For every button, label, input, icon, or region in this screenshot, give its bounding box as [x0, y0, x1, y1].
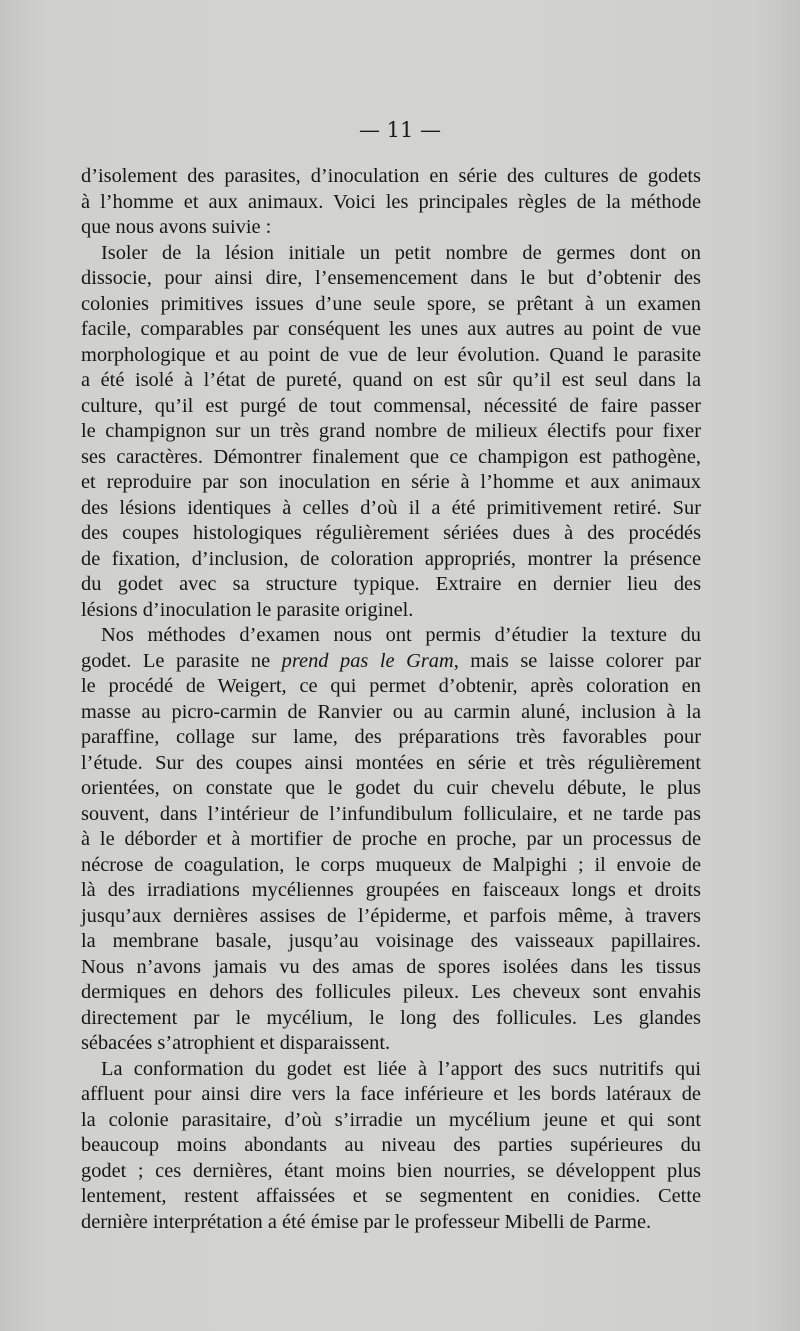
- italic-text: prend pas le Gram: [281, 649, 454, 672]
- text-line: des coupes histologiques régulièrement sériées dues à des procédés: [81, 522, 701, 544]
- text-line: d’isolement des parasites, d’inoculation en série des cultures de godets: [81, 165, 701, 187]
- text-line: paraffine, collage sur lame, des préparations très favorables pour: [81, 726, 701, 748]
- text-line: orientées, on constate que le godet du cuir chevelu débute, le plus: [81, 777, 701, 799]
- text-line: directement par le mycélium, le long des follicules. Les glandes: [81, 1006, 701, 1029]
- text-line: lentement, restent affaissées et se segmentent en conidies. Cette: [81, 1185, 701, 1207]
- text-line: ses caractères. Démontrer finalement que ce champigon est pathogène,: [81, 445, 701, 468]
- text-line: souvent, dans l’intérieur de l’infundibulum folliculaire, et ne tarde pas: [81, 802, 701, 825]
- text-run: godet. Le parasite ne: [81, 649, 271, 672]
- text-line: et reproduire par son inoculation en série à l’homme et aux animaux: [81, 471, 701, 493]
- text-line: [81, 649, 701, 675]
- paragraph: [81, 623, 701, 1057]
- text-line: jusqu’aux dernières assises de l’épiderme, et parfois même, à travers: [81, 904, 701, 927]
- text-line: masse au picro-carmin de Ranvier ou au carmin aluné, inclusion à la: [81, 700, 701, 723]
- text-line: le procédé de Weigert, ce qui permet d’obtenir, après coloration en: [81, 675, 701, 697]
- text-line: colonies primitives issues d’une seule spore, se prêtant à un examen: [81, 292, 701, 315]
- text-line: Nos méthodes d’examen nous ont permis d’étudier la texture du: [101, 624, 701, 646]
- text-line: beaucoup moins abondants au niveau des parties supérieures du: [81, 1134, 701, 1156]
- paragraph: [81, 1057, 701, 1236]
- body-text: [81, 164, 701, 1235]
- text-line: à l’homme et aux animaux. Voici les principales règles de la méthode: [81, 190, 701, 213]
- text-line: dissocie, pour ainsi dire, l’ensemencement dans le but d’obtenir des: [81, 267, 701, 289]
- text-line: morphologique et au point de vue de leur évolution. Quand le parasite: [81, 343, 701, 366]
- text-line: de fixation, d’inclusion, de coloration appropriés, montrer la présence: [81, 547, 701, 570]
- paragraph: [81, 164, 701, 241]
- text-line: dermiques en dehors des follicules pileux. Les cheveux sont envahis: [81, 981, 701, 1003]
- text-line: affluent pour ainsi dire vers la face inférieure et les bords latéraux de: [81, 1083, 701, 1105]
- text-line: des lésions identiques à celles d’où il a été primitivement retiré. Sur: [81, 496, 701, 519]
- text-line: a été isolé à l’état de pureté, quand on est sûr qu’il est seul dans la: [81, 369, 701, 391]
- text-line: la membrane basale, jusqu’au voisinage des vaisseaux papillaires.: [81, 930, 701, 952]
- text-line: godet ; ces dernières, étant moins bien nourries, se développent plus: [81, 1159, 701, 1182]
- text-line: sébacées s’atrophient et disparaissent.: [81, 1032, 391, 1054]
- text-line: l’étude. Sur des coupes ainsi montées en série et très régulièrement: [81, 751, 701, 774]
- text-line: là des irradiations mycéliennes groupées en faisceaux longs et droits: [81, 879, 701, 901]
- text-line: du godet avec sa structure typique. Extraire en dernier lieu des: [81, 573, 701, 595]
- text-line: facile, comparables par conséquent les unes aux autres au point de vue: [81, 318, 701, 340]
- text-line: la colonie parasitaire, d’où s’irradie un mycélium jeune et qui sont: [81, 1108, 701, 1131]
- text-line: le champignon sur un très grand nombre de milieux électifs pour fixer: [81, 420, 701, 442]
- text-line: lésions d’inoculation le parasite originel.: [81, 598, 414, 621]
- text-line: à le déborder et à mortifier de proche en proche, par un processus de: [81, 828, 701, 850]
- text-run: , mais se laisse colorer par: [453, 649, 701, 672]
- text-line: Nous n’avons jamais vu des amas de spores isolées dans les tissus: [81, 955, 701, 978]
- paragraph: [81, 241, 701, 624]
- text-line: dernière interprétation a été émise par le professeur Mibelli de Parme.: [81, 1210, 652, 1233]
- text-line: La conformation du godet est liée à l’apport des sucs nutritifs qui: [101, 1057, 701, 1080]
- page-number: — 11 —: [358, 118, 442, 142]
- text-line: que nous avons suivie :: [81, 216, 272, 238]
- text-line: nécrose de coagulation, le corps muqueux de Malpighi ; il envoie de: [81, 853, 701, 876]
- text-line: Isoler de la lésion initiale un petit nombre de germes dont on: [101, 241, 701, 264]
- text-line: culture, qu’il est purgé de tout commensal, nécessité de faire passer: [81, 394, 701, 417]
